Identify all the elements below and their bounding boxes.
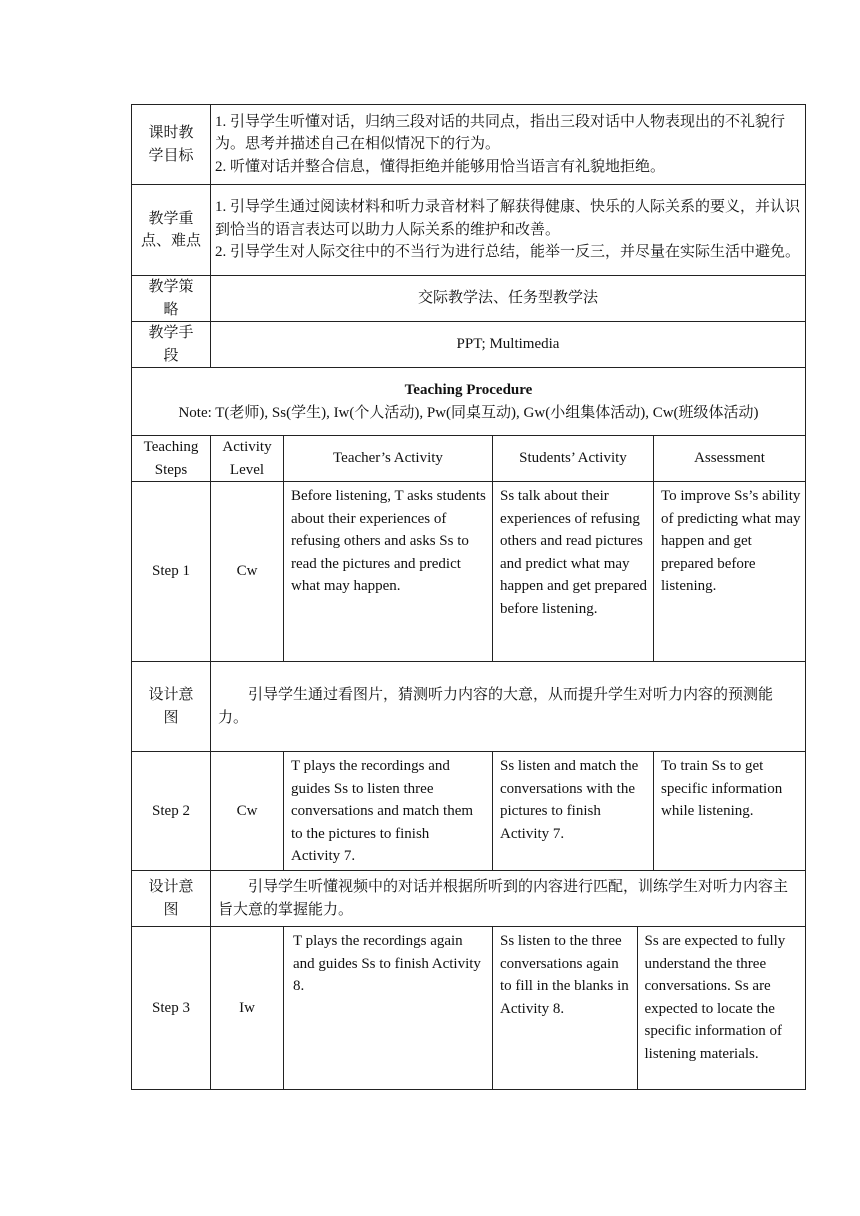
step-level: Iw <box>211 927 284 1090</box>
intent-label: 设计意图 <box>132 871 211 927</box>
objectives-label: 课时教学目标 <box>132 105 211 185</box>
strategy-value: 交际教学法、任务型教学法 <box>211 276 806 322</box>
step-teacher-activity: T plays the recordings and guides Ss to listen three conversations and match them to the pictures to finish Activity 7. <box>284 752 493 871</box>
step-assessment: To improve Ss’s ability of predicting what may happen and get prepared before listening. <box>654 482 806 662</box>
step-teacher-activity: Before listening, T asks students about their experiences of refusing others and asks Ss to read the pictures and predict what may happen. <box>284 482 493 662</box>
key-points-row <box>132 185 806 276</box>
procedure-note: Note: T(老师), Ss(学生), Iw(个人活动), Pw(同桌互动), Gw(小组集体活动), Cw(班级体活动) <box>178 404 759 421</box>
key-points-content <box>211 185 806 276</box>
step-name: Step 1 <box>132 482 211 662</box>
objective-line-1: 1. 引导学生听懂对话，归纳三段对话的共同点，指出三段对话中人物表现出的不礼貌行为。思考并描述自己在相似情况下的行为。 <box>215 113 786 153</box>
col-assessment: Assessment <box>654 436 806 482</box>
col-students-activity: Students’ Activity <box>493 436 654 482</box>
step-name: Step 3 <box>132 927 211 1090</box>
step-students-activity: Ss talk about their experiences of refusing others and read pictures and predict what may happen and get prepared before listening. <box>493 482 654 662</box>
means-row <box>132 322 806 368</box>
procedure-header-row <box>132 368 806 436</box>
step-assessment: Ss are expected to fully understand the three conversations. Ss are expected to locate the specific information of listening materials. <box>637 927 805 1089</box>
intent-text: 引导学生听懂视频中的对话并根据所听到的内容进行匹配，训练学生对听力内容主旨大意的掌握能力。 <box>211 871 806 927</box>
objectives-row <box>132 105 806 185</box>
key-point-line-1: 1. 引导学生通过阅读材料和听力录音材料了解获得健康、快乐的人际关系的要义，并认识到恰当的语言表达可以助力人际关系的维护和改善。 <box>215 199 801 238</box>
intent-text: 引导学生通过看图片，猜测听力内容的大意，从而提升学生对听力内容的预测能力。 <box>211 662 806 752</box>
strategy-row <box>132 276 806 322</box>
strategy-label: 教学策略 <box>132 276 211 322</box>
intent-label: 设计意图 <box>132 662 211 752</box>
step-students-activity: Ss listen and match the conversations with the pictures to finish Activity 7. <box>493 752 654 871</box>
step-assessment: To train Ss to get specific information while listening. <box>654 752 806 871</box>
column-header-row <box>132 436 806 482</box>
col-teaching-steps: Teaching Steps <box>132 436 211 482</box>
step-name: Step 2 <box>132 752 211 871</box>
means-label: 教学手段 <box>132 322 211 368</box>
step-students-activity: Ss listen to the three conversations again to fill in the blanks in Activity 8. <box>500 933 629 1017</box>
objective-line-2: 2. 听懂对话并整合信息，懂得拒绝并能够用恰当语言有礼貌地拒绝。 <box>215 158 666 175</box>
procedure-title: Teaching Procedure <box>404 382 533 398</box>
step-level: Cw <box>211 482 284 662</box>
step-teacher-activity: T plays the recordings again and guides Ss to finish Activity 8. <box>284 927 493 1090</box>
step-row <box>132 752 806 871</box>
col-activity-level: Activity Level <box>211 436 284 482</box>
means-value: PPT; Multimedia <box>211 322 806 368</box>
objectives-content <box>211 105 806 185</box>
step-row <box>132 927 806 1090</box>
intent-row <box>132 871 806 927</box>
step-row <box>132 482 806 662</box>
lesson-plan-table <box>131 104 805 1090</box>
intent-row <box>132 662 806 752</box>
key-points-label: 教学重点、难点 <box>132 185 211 276</box>
key-point-line-2: 2. 引导学生对人际交往中的不当行为进行总结，能举一反三，并尽量在实际生活中避免。 <box>215 244 801 261</box>
col-teacher-activity: Teacher’s Activity <box>284 436 493 482</box>
step-level: Cw <box>211 752 284 871</box>
procedure-table <box>131 435 806 1090</box>
